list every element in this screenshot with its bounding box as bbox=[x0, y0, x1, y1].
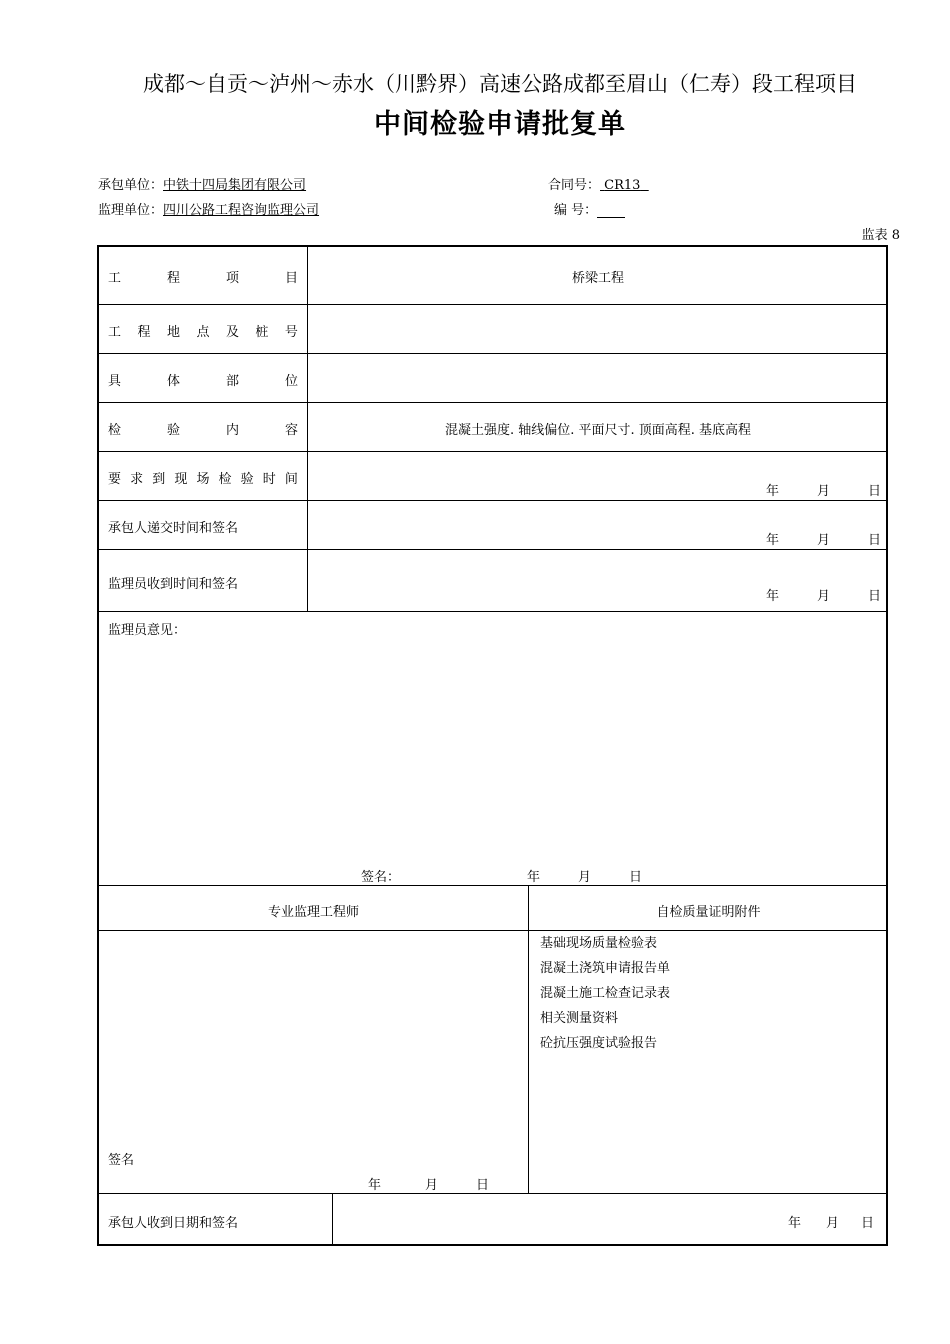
opinion-sign-label: 签名： bbox=[361, 870, 401, 885]
list-item: 混凝土施工检查记录表 bbox=[540, 986, 671, 1001]
opinion-date[interactable]: 年 月 日 bbox=[527, 870, 643, 885]
contract-line bbox=[548, 174, 649, 193]
approval-form bbox=[97, 245, 888, 1246]
project-title: 成都～自贡～泸州～赤水（川黔界）高速公路成都至眉山（仁寿）段工程项目 bbox=[143, 72, 857, 96]
submit-date[interactable]: 年 月 日 bbox=[766, 533, 882, 548]
content-label: 检 验 内 容 bbox=[108, 423, 298, 438]
contractor-value: 中铁十四局集团有限公司 bbox=[163, 178, 307, 193]
contractor-label: 承包单位： bbox=[98, 178, 164, 193]
supervisor-line bbox=[98, 199, 319, 218]
form-number: 监表 8 bbox=[861, 228, 900, 243]
request-time-label: 要 求 到 现 场 检 验 时 间 bbox=[108, 472, 298, 487]
list-item: 相关测量资料 bbox=[540, 1011, 619, 1026]
engineer-sign-label: 签名 bbox=[108, 1153, 135, 1168]
submit-label: 承包人递交时间和签名 bbox=[108, 521, 239, 536]
attachments-header: 自检质量证明附件 bbox=[656, 905, 761, 920]
engineer-header: 专业监理工程师 bbox=[267, 905, 359, 920]
location-label: 工 程 地 点 及 桩 号 bbox=[108, 325, 298, 340]
serial-blank bbox=[597, 206, 625, 218]
part-label: 具 体 部 位 bbox=[108, 374, 298, 389]
serial-line bbox=[554, 199, 625, 218]
project-label: 工 程 项 目 bbox=[108, 271, 298, 286]
list-item: 混凝土浇筑申请报告单 bbox=[540, 961, 671, 976]
supervisor-value: 四川公路工程咨询监理公司 bbox=[163, 203, 320, 218]
contractor-line bbox=[98, 174, 306, 193]
received-label: 监理员收到时间和签名 bbox=[108, 577, 239, 592]
request-time-date[interactable]: 年 月 日 bbox=[766, 484, 882, 499]
serial-label: 编 号： bbox=[554, 203, 598, 218]
supervisor-label: 监理单位： bbox=[98, 203, 164, 218]
contract-label: 合同号： bbox=[548, 178, 601, 193]
contract-value: CR13 bbox=[604, 178, 641, 193]
received-date[interactable]: 年 月 日 bbox=[766, 589, 882, 604]
list-item: 砼抗压强度试验报告 bbox=[540, 1036, 658, 1051]
opinion-label: 监理员意见： bbox=[108, 623, 187, 638]
contractor-receipt-date[interactable]: 年 月 日 bbox=[788, 1216, 875, 1231]
contractor-receipt-label: 承包人收到日期和签名 bbox=[108, 1216, 239, 1231]
attachments-list bbox=[540, 931, 670, 1056]
list-item: 基础现场质量检验表 bbox=[540, 936, 658, 951]
engineer-sign-date[interactable]: 年 月 日 bbox=[368, 1178, 490, 1193]
project-value: 桥梁工程 bbox=[571, 271, 624, 286]
form-title: 中间检验申请批复单 bbox=[374, 109, 626, 140]
content-value: 混凝土强度. 轴线偏位. 平面尺寸. 顶面高程. 基底高程 bbox=[444, 423, 752, 438]
